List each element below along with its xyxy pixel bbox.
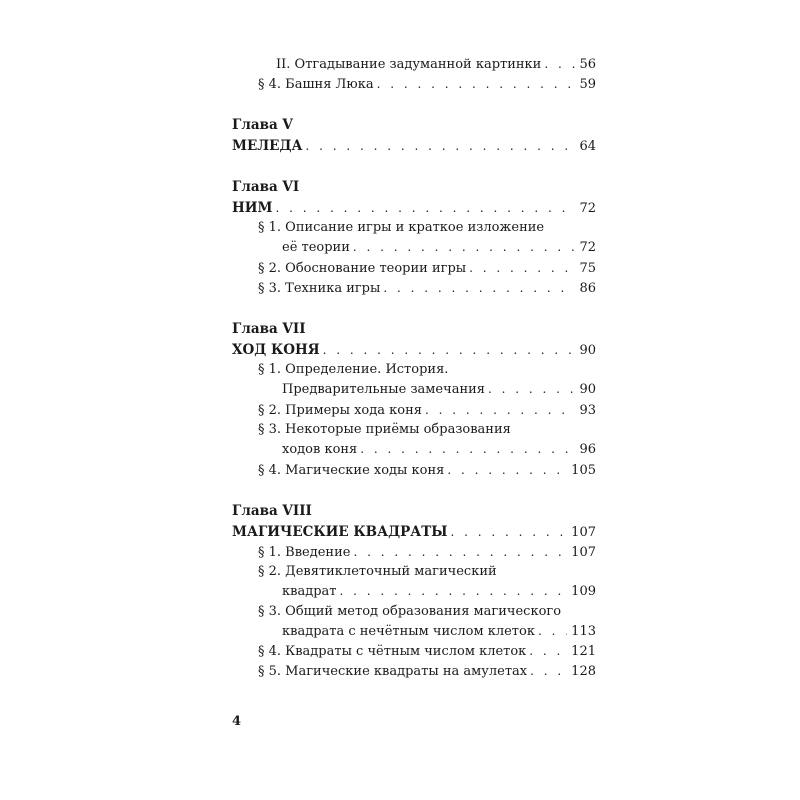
dot-leader [530,662,567,680]
chapter-title-label: МЕЛЕДА [232,138,303,154]
dot-leader [275,199,575,217]
dot-leader [383,279,575,297]
toc-entry-label: II. Отгадывание задуманной картинки [276,57,542,72]
dot-leader [360,440,575,458]
toc-page-number: 59 [579,77,596,92]
dot-leader [529,642,567,660]
dot-leader [339,582,567,600]
dot-leader [353,238,576,256]
chapter-title-label: НИМ [232,200,273,216]
toc-entry [258,642,596,661]
dot-leader [469,259,575,277]
chapter-heading: Глава VIII [232,503,312,519]
toc-entry-label: § 4. Магические ходы коня [258,463,445,478]
toc-entry-label: § 4. Квадраты с чётным числом клеток [258,644,527,659]
toc-page-number: 72 [579,240,596,255]
toc-page-number: 93 [579,403,596,418]
toc-entry-label: § 2. Девятиклеточный магический [258,564,497,579]
chapter-heading: Глава VI [232,179,300,195]
toc-entry [258,75,596,94]
toc-entry [282,440,596,459]
toc-page-number: 86 [579,281,596,296]
toc-entry [258,543,596,562]
chapter-title [232,523,596,542]
toc-page-number: 107 [571,525,596,540]
toc-entry-label-continued: её теории [282,240,350,255]
dot-leader [544,55,575,73]
toc-entry-label: § 1. Определение. История. [258,362,449,377]
toc-page-number: 105 [571,463,596,478]
toc-entry [282,582,596,601]
dot-leader [425,401,575,419]
chapter-title-label: МАГИЧЕСКИЕ КВАДРАТЫ [232,524,448,540]
toc-page-number: 56 [579,57,596,72]
toc-entry-label: § 3. Общий метод образования магического [258,604,562,619]
toc-entry-label: § 2. Примеры хода коня [258,403,422,418]
toc-page-number: 128 [571,664,596,679]
toc-page-number: 90 [579,343,596,358]
dot-leader [451,523,568,541]
dot-leader [305,137,575,155]
toc-entry-label-continued: ходов коня [282,442,358,457]
toc-entry-label: § 2. Обоснование теории игры [258,261,467,276]
page-number-folio: 4 [232,714,242,729]
toc-entry [276,55,596,74]
toc-entry-label-continued: квадрат [282,584,337,599]
toc-entry-label: § 3. Некоторые приёмы образования [258,422,511,437]
chapter-title [232,341,596,360]
toc-page-number: 113 [571,624,596,639]
toc-entry [282,622,596,641]
toc-page-number: 109 [571,584,596,599]
toc-page-number: 107 [571,545,596,560]
dot-leader [353,543,567,561]
toc-entry [282,380,596,399]
toc-entry [258,401,596,420]
toc-entry-label: § 5. Магические квадраты на амулетах [258,664,528,679]
toc-page-number: 90 [579,382,596,397]
toc-page-number: 72 [579,201,596,216]
toc-entry [258,279,596,298]
toc-entry-label: § 3. Техника игры [258,281,381,296]
chapter-title [232,137,596,156]
toc-entry-label: § 1. Введение [258,545,351,560]
chapter-heading: Глава VII [232,321,306,337]
toc-entry [282,238,596,257]
chapter-title [232,199,596,218]
toc-entry [258,461,596,480]
toc-entry-label: § 1. Описание игры и краткое изложение [258,220,545,235]
chapter-title-label: ХОД КОНЯ [232,342,320,358]
chapter-heading: Глава V [232,117,293,133]
toc-entry-label: § 4. Башня Люка [258,77,374,92]
dot-leader [323,341,576,359]
dot-leader [377,75,576,93]
toc-page-number: 64 [579,139,596,154]
toc-entry-label-continued: Предварительные замечания [282,382,485,397]
toc-page-number: 75 [579,261,596,276]
dot-leader [488,380,575,398]
toc-page-number: 121 [571,644,596,659]
dot-leader [538,622,567,640]
toc-page-number: 96 [579,442,596,457]
toc-entry [258,259,596,278]
toc-entry [258,662,596,681]
toc-entry-label-continued: квадрата с нечётным числом клеток [282,624,535,639]
dot-leader [447,461,567,479]
